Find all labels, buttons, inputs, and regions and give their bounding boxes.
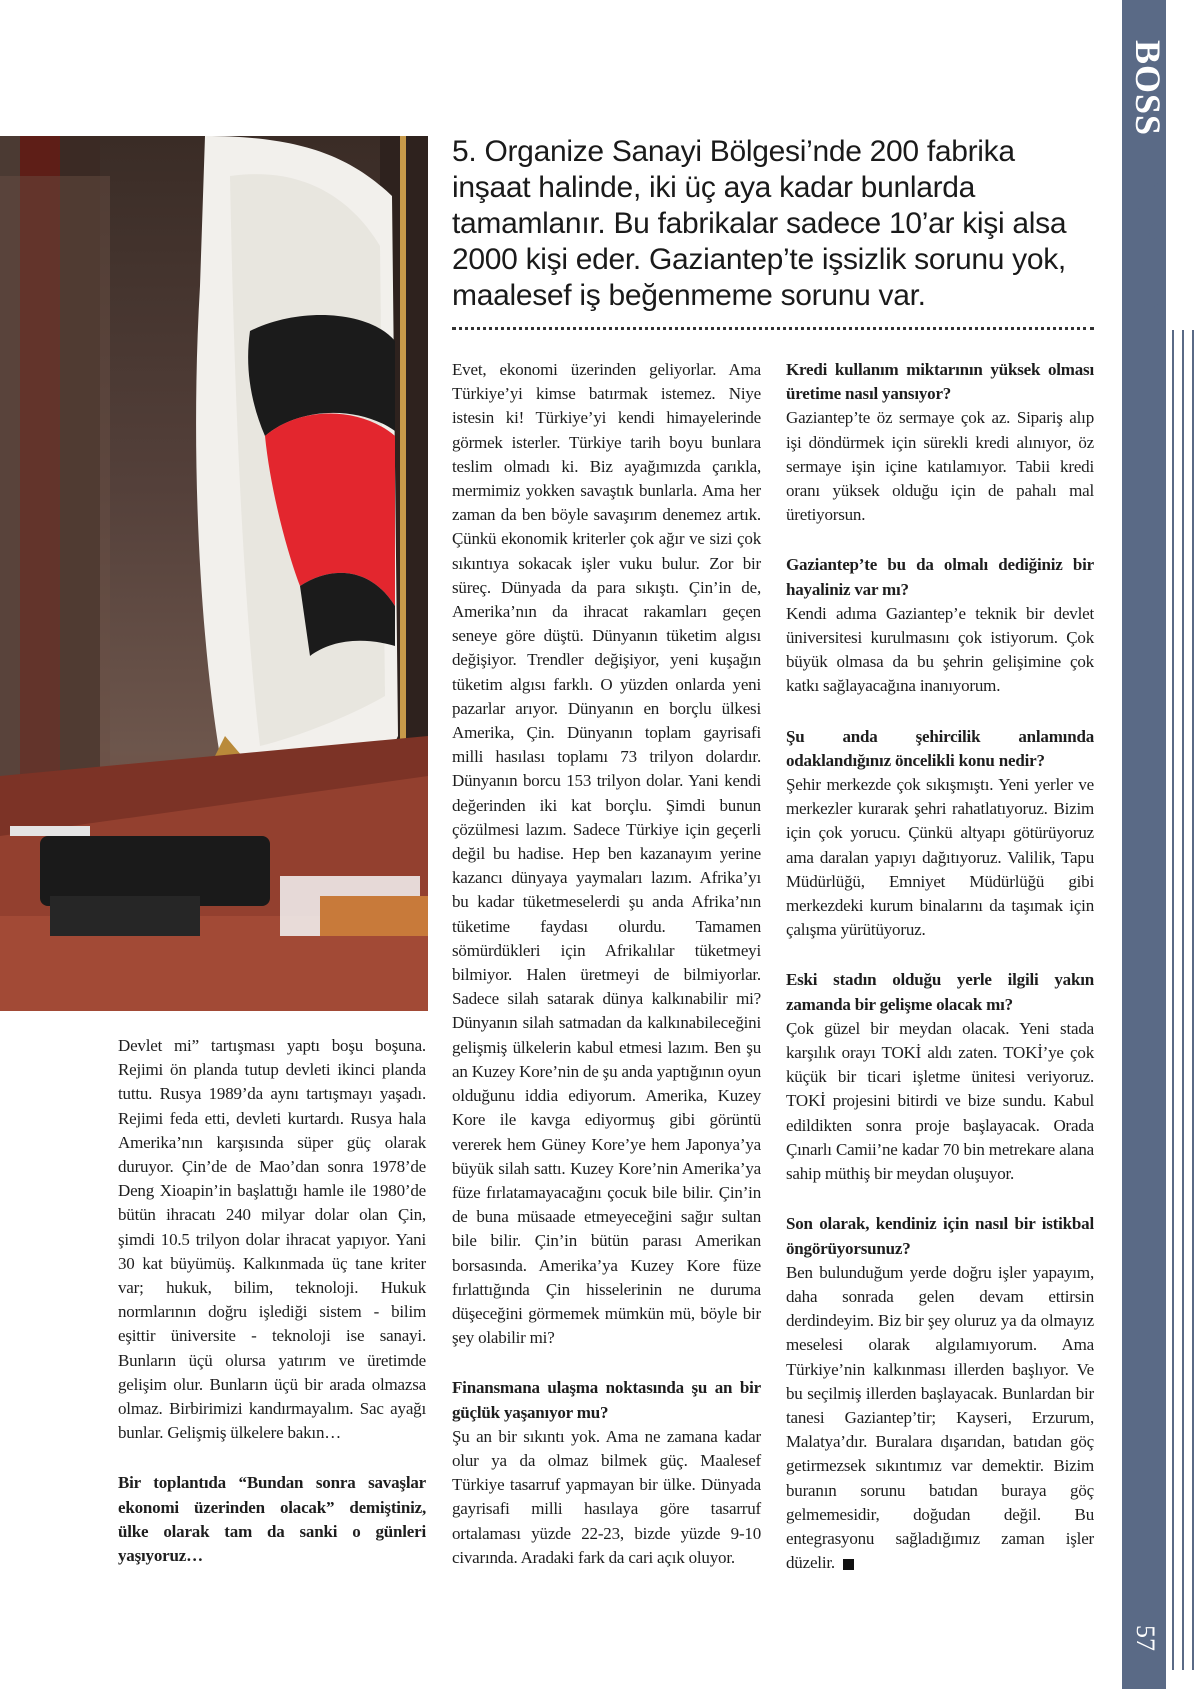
body-paragraph [786,1261,1094,1576]
body-paragraph: Devlet mi” tartışması yaptı boşu boşuna. Rejimi ön planda tutup devleti ikinci planda tuttu. Rusya 1989’da aynı tartışmayı yaşadı. Rejimi feda etti, devleti kurtardı. Rusya hala Amerika’nın karşısında süper güç olarak duruyor. Çin’de de Mao’dan sonra 1978’de Deng Xioapin’in başlattığı hamle ile 1980’de bütün ihracatı 240 milyar dolar olan Çin, şimdi 10.5 trilyon dolar ihracat yapıyor. Yani 30 kat büyümüş. Kalkınmada üç tane kriter var; hukuk, bilim, teknoloji. Hukuk normlarının doğru işlediği sistem - bilim eşittir üniversite - teknoloji ise sanayi. Bunların üçü olursa yatırım ve üretimde gelişim olur. Bunların üçü bir arada olmazsa olmaz. Birbirimizi kandırmayalım. Sac ayağı bunlar. Gelişmiş ülkelere bakın… [118,1036,426,1443]
brand-label: BOSS [1128,40,1168,137]
pull-quote: 5. Organize Sanayi Bölgesi’nde 200 fabrika inşaat halinde, iki üç aya kadar bunlarda tamamlanır. Bu fabrikalar sadece 10’ar kişi alsa 2000 kişi eder. Gaziantep’te işsizlik sorunu yok, maalesef iş beğenmeme sorunu var. [452,135,1067,312]
interview-question: Şu anda şehircilik anlamında odaklandığınız öncelikli konu nedir? [786,726,1094,770]
body-paragraph: Evet, ekonomi üzerinden geliyorlar. Ama Türkiye’yi kimse batırmak istemez. Niye istesin ki! Türkiye’yi kendi himayelerinde görmek isterler. Türkiye tarih boyu bunlara teslim olmadı ki. Biz ayağımızda çarıkla, mermimiz yokken savaştık bunlarla. Ama her zaman da ben böyle savaşırım denemez artık. Çünkü ekonomik kriterler çok ağır ve sizi çok sıkıntıya sokacak işler vuku bulur. Zor bir süreç. Dünyada da para sıkıştı. Çin’in de, Amerika’nın da ihracat rakamları geçen seneye göre düştü. Dünyanın tüketim algısı değişiyor. Trendler değişiyor, yeni kuşağın tüketim algısı farklı. O yüzden onlarda yeni pazarlar arıyor. Dünyanın en borçlu ülkesi Amerika, Çin. Dünyanın toplam gayrisafi milli hasılası toplamı 73 trilyon dolardır. Dünyanın borcu 153 trilyon dolar. Yani kendi değerinden iki kat borçlu. Şimdi bunun çözülmesi lazım. Sadece Türkiye için geçerli değil bu hadise. Hep ben kazanayım yerine kazancı dünyaya yaymaları lazım. Afrika’yı bu kadar tüketmeselerdi şu anda Afrika’nın tüketime faydası olurdu. Tamamen sömürdükleri için Afrikalılar tüketmeyi bilmiyor. Halen üretmeyi de bilmiyorlar. Sadece silah satarak dünya kalkınabilir mi? Dünyanın silah satmadan da kalkınabileceğini gelişmiş ülkelerin kabul etmesi lazım. Ben şu an Kuzey Kore’nin de şu anda yaptığının oyun olduğunu iddia ediyorum. Amerika, Kuzey Kore ile kavga ediyormuş gibi görüntü vererek hem Güney Kore’ye hem Japonya’ya büyük silah sattı. Kuzey Kore’nin Amerika’ya füze fırlatamayacağını çocuk bile bilir. Çin’in de buna müsaade etmeyeceğini sağır sultan bile bilir. Çin’in bütün parası Amerikan borsasında. Amerika’ya Kuzey Kore füze fırlattığında Çin hisselerinin ne duruma düşeceğini görmemek mümkün mü, böyle bir şey olabilir mi? [452,360,761,1348]
body-paragraph: Kendi adıma Gaziantep’e teknik bir devlet üniversitesi kurulmasını çok istiyorum. Çok büyük olmasa da bu şehrin gelişimine çok katkı sağlayacağına inanıyorum. [786,603,1094,696]
strip-rule [1192,330,1194,1670]
text-column-2 [452,358,761,1570]
text-column-1 [118,1034,426,1568]
body-paragraph: Gaziantep’te öz sermaye çok az. Sipariş alıp işi döndürmek için sürekli kredi alınıyor, öz sermaye işin içine katılamıyor. Tabii kredi oranı yüksek olduğu için de pahalı mal üretiyorsun. [786,408,1094,525]
interview-question: Eski stadın olduğu yerle ilgili yakın zamanda bir gelişme olacak mı? [786,970,1094,1014]
section-label: SÖYLEŞİ [1128,170,1168,326]
interview-question: Finansmana ulaşma noktasında şu an bir güçlük yaşanıyor mu? [452,1378,761,1422]
interview-question: Bir toplantıda “Bundan sonra savaşlar ekonomi üzerinden olacak” demiştiniz, ülke olarak tam da sanki o günleri yaşıyoruz… [118,1473,426,1566]
end-of-article-mark [843,1559,854,1570]
section-strip [1122,0,1200,1689]
dotted-divider [452,327,1094,330]
strip-rule [1172,330,1174,1670]
text-column-3 [786,358,1094,1575]
strip-rule [1182,330,1184,1670]
final-paragraph-text: Ben bulunduğum yerde doğru işler yapayım, daha sonrada gelen devam ettirsin derdindeyim. Biz bir şey oluruz ya da olmayız meselesi olarak algılamıyorum. Ama Türkiye’nin kalkınması illerden başlıyor. Ve bu seçilmiş illerden başlayacak. Bunlardan bir tanesi Gaziantep’tir; Kayseri, Erzurum, Malatya’dır. Buralara dışarıdan, batıdan göç getirmezsek sıkıntımız var demektir. Bizim buranın sorunu batıdan buraya göç gelmemesidir, doğudan değil. Bu entegrasyonu sağladığımız zaman işler düzelir. [786,1262,1094,1573]
body-paragraph: Çok güzel bir meydan olacak. Yeni stada karşılık orayı TOKİ aldı zaten. TOKİ’ye çok küçük bir ticari işletme ünitesi veriyoruz. TOKİ projesini bitirdi ve bize sundu. Kabul edildikten sonra proje başlayacak. Orada Çınarlı Camii’ne kadar 70 bin metrekare alana sahip müthiş bir meydan oluşuyor. [786,1018,1094,1184]
body-paragraph: Şu an bir sıkıntı yok. Ama ne zamana kadar olur ya da olmaz bilmek güç. Maalesef Türkiye tasarruf yapmayan bir ülke. Dünyada gayrisafi milli hasılaya göre tasarruf ortalaması yüzde 22-23, bizde yüzde 9-10 civarında. Aradaki fark da cari açık oluyor. [452,1426,761,1567]
photo-illustration [0,136,428,1011]
body-paragraph: Şehir merkezde çok sıkışmıştı. Yeni yerler ve merkezler kurarak şehri rahatlatıyoruz. Bizim için çok yorucu. Çünkü altyapı götürüyoruz ama daralan yapıyı dağıtıyoruz. Valilik, Tapu Müdürlüğü, Emniyet Müdürlüğü gibi merkezdeki kurum binalarını da taşımak için çalışma yürütüyoruz. [786,775,1094,940]
interview-question: Kredi kullanım miktarının yüksek olması üretime nasıl yansıyor? [786,360,1094,404]
interview-question: Gaziantep’te bu da olmalı dediğiniz bir hayaliniz var mı? [786,555,1094,599]
page-number: 57 [1131,1625,1160,1651]
office-flag-photo [0,136,428,1011]
interview-question: Son olarak, kendiniz için nasıl bir istikbal öngörüyorsunuz? [786,1214,1094,1258]
